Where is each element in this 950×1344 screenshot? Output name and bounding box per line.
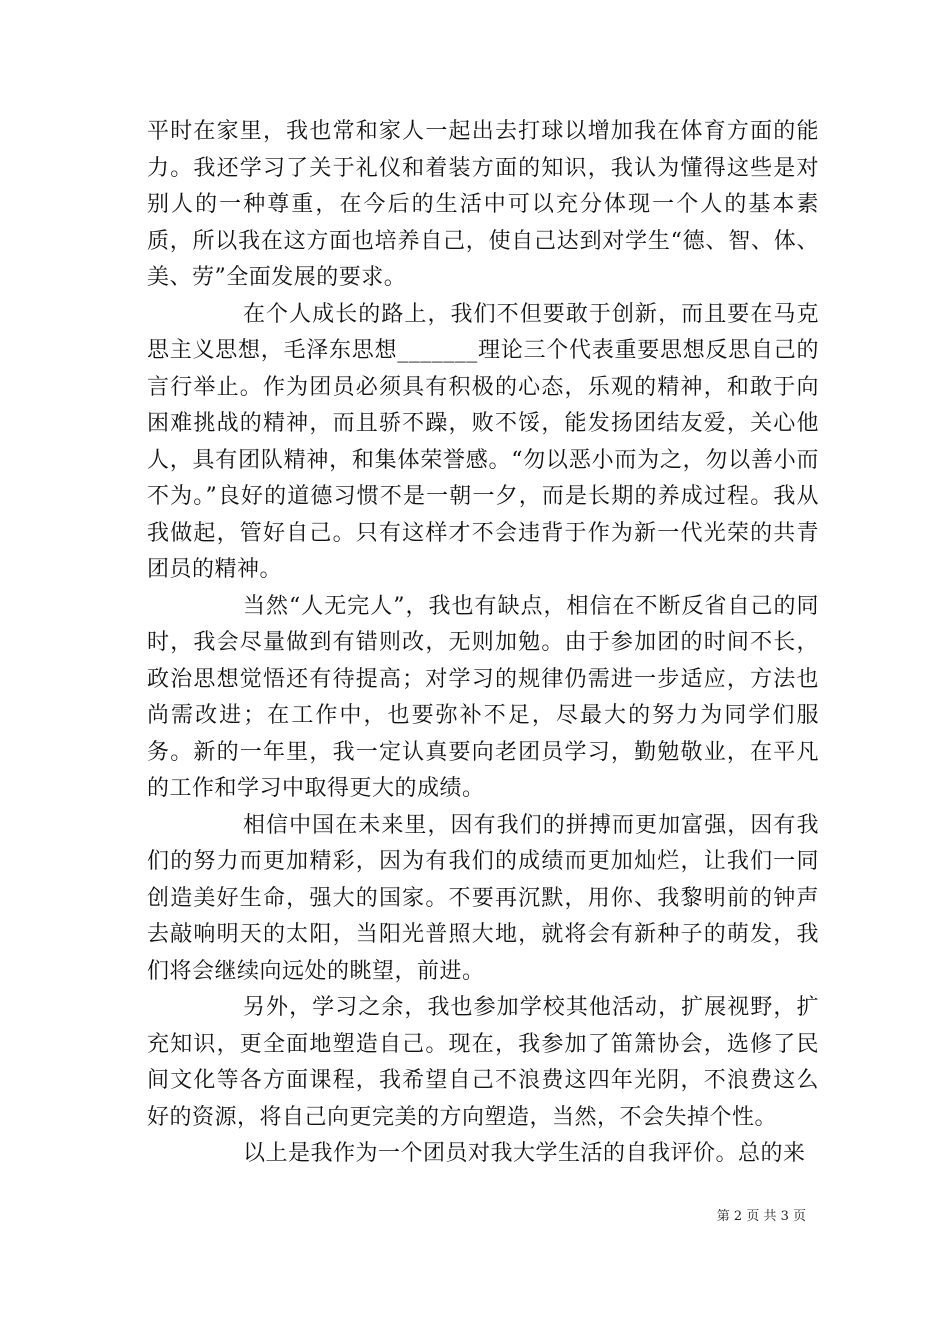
body-text [147,114,819,1173]
paragraph-2: 在个人成长的路上，我们不但要敢于创新，而且要在马克思主义思想，毛泽东思想_______理论三个代表重要思想反思自己的言行举止。作为团员必须具有积极的心态，乐观的精神，和敢于向困难挑战的精神，而且骄不躁，败不馁，能发扬团结友爱，关心他人，具有团队精神，和集体荣誉感。“勿以恶小而为之，勿以善小而不为。”良好的道德习惯不是一朝一夕，而是长期的养成过程。我从我做起，管好自己。只有这样才不会违背于作为新一代光荣的共青团员的精神。 [147,301,819,582]
paragraph-3: 当然“人无完人”，我也有缺点，相信在不断反省自己的同时，我会尽量做到有错则改，无则加勉。由于参加团的时间不长，政治思想觉悟还有待提高；对学习的规律仍需进一步适应，方法也尚需改进；在工作中，也要弥补不足，尽最大的努力为同学们服务。新的一年里，我一定认真要向老团员学习，勤勉敬业，在平凡的工作和学习中取得更大的成绩。 [147,593,819,801]
page-footer: 第 2 页 共 3 页 [716,1209,806,1224]
paragraph-5: 另外，学习之余，我也参加学校其他活动，扩展视野，扩充知识，更全面地塑造自己。现在，我参加了笛箫协会，选修了民间文化等各方面课程，我希望自己不浪费这四年光阴，不浪费这么好的资源，将自己向更完美的方向塑造，当然，不会失掉个性。 [147,995,819,1130]
paragraph-4: 相信中国在未来里，因有我们的拼搏而更加富强，因有我们的努力而更加精彩，因为有我们的成绩而更加灿烂，让我们一同创造美好生命，强大的国家。不要再沉默，用你、我黎明前的钟声去敲响明天的太阳，当阳光普照大地，就将会有新种子的萌发，我们将会继续向远处的眺望，前进。 [147,812,819,984]
paragraph-1: 平时在家里，我也常和家人一起出去打球以增加我在体育方面的能力。我还学习了关于礼仪和着装方面的知识，我认为懂得这些是对别人的一种尊重，在今后的生活中可以充分体现一个人的基本素质，所以我在这方面也培养自己，使自己达到对学生“德、智、体、美、劳”全面发展的要求。 [147,119,819,290]
paragraph-6: 以上是我作为一个团员对我大学生活的自我评价。总的来 [243,1141,806,1166]
